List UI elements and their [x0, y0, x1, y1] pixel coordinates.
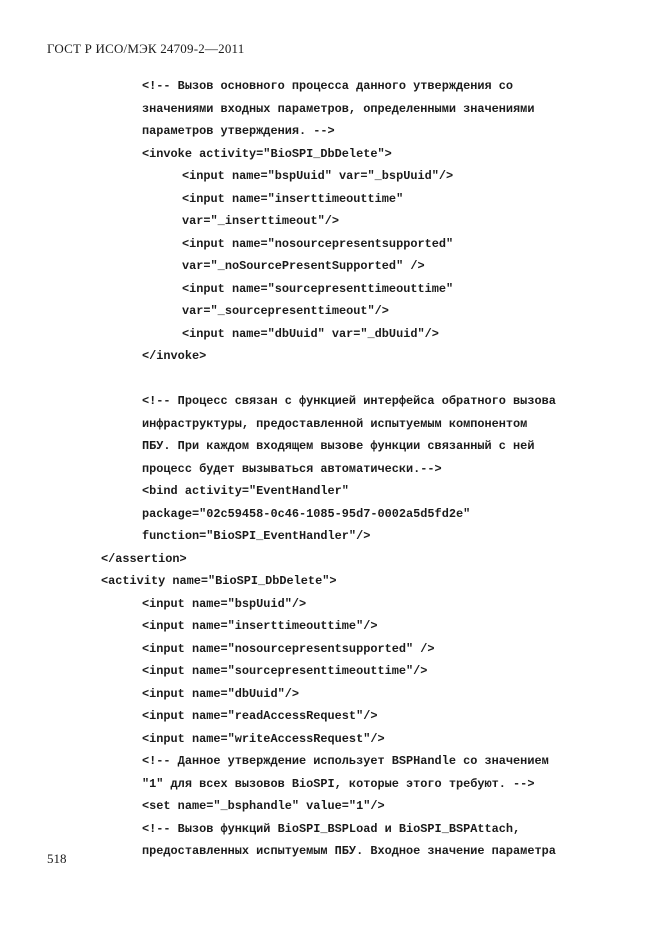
document-header: ГОСТ Р ИСО/МЭК 24709-2—2011	[47, 41, 245, 56]
code-line: <input name="dbUuid"/>	[142, 686, 299, 701]
code-line: процесс будет вызываться автоматически.-->	[142, 461, 442, 476]
code-line: <input name="bspUuid" var="_bspUuid"/>	[182, 169, 454, 183]
code-line: <input name="readAccessRequest"/>	[142, 709, 378, 723]
code-line: var="_noSourcePresentSupported" />	[182, 259, 425, 273]
code-line: <!-- Вызов функций BioSPI_BSPLoad и BioSPI_BSPAttach,	[142, 821, 521, 836]
code-line: <input name="writeAccessRequest"/>	[142, 731, 385, 746]
code-line: значениями входных параметров, определенными значениями	[142, 101, 535, 116]
code-line: <!-- Данное утверждение использует BSPHandle со значением	[142, 754, 549, 768]
code-line: <!-- Процесс связан с функцией интерфейса обратного вызова	[142, 394, 556, 408]
code-line: var="_inserttimeout"/>	[182, 214, 339, 228]
code-line: <bind activity="EventHandler"	[142, 484, 349, 498]
code-line: <input name="bspUuid"/>	[142, 596, 307, 611]
code-line: <input name="inserttimeouttime"	[182, 191, 404, 206]
code-line: <input name="inserttimeouttime"/>	[142, 619, 378, 633]
code-line: <!-- Вызов основного процесса данного утверждения со	[142, 79, 514, 93]
code-line: </assertion>	[101, 551, 187, 566]
code-line: параметров утверждения. -->	[142, 124, 335, 138]
code-listing	[0, 75, 661, 863]
code-line: </invoke>	[142, 349, 207, 363]
code-line: <input name="dbUuid" var="_dbUuid"/>	[182, 326, 439, 341]
code-line: <input name="sourcepresenttimeouttime"	[182, 281, 454, 296]
code-line: <input name="nosourcepresentsupported"	[182, 236, 454, 251]
code-line: "1" для всех вызовов BioSPI, которые этого требуют. -->	[142, 776, 535, 791]
code-line: <input name="sourcepresenttimeouttime"/>	[142, 664, 428, 678]
code-line: ПБУ. При каждом входящем вызове функции связанный с ней	[142, 439, 535, 453]
code-line: <input name="nosourcepresentsupported" />	[142, 641, 435, 656]
code-line: <invoke activity="BioSPI_DbDelete">	[142, 146, 392, 161]
page-number: 518	[47, 851, 67, 866]
code-line: <set name="_bsphandle" value="1"/>	[142, 799, 385, 813]
code-line: инфраструктуры, предоставленной испытуемым компонентом	[142, 416, 528, 431]
code-line: <activity name="BioSPI_DbDelete">	[101, 574, 337, 588]
code-line: function="BioSPI_EventHandler"/>	[142, 529, 371, 543]
code-line: package="02c59458-0c46-1085-95d7-0002a5d5fd2e"	[142, 506, 471, 521]
code-line: var="_sourcepresenttimeout"/>	[182, 304, 389, 318]
blank-line	[0, 368, 661, 391]
code-line: предоставленных испытуемым ПБУ. Входное значение параметра	[142, 844, 556, 858]
